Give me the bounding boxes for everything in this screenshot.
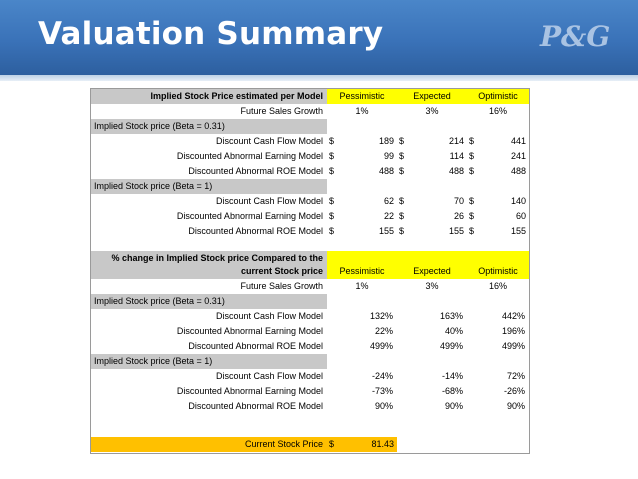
pct-cell: -73% — [371, 386, 393, 396]
value-text: 488 — [448, 166, 464, 176]
section1-col-optimistic: Optimistic — [467, 89, 529, 104]
value-text: current Stock price — [240, 266, 323, 276]
price-cell — [327, 164, 397, 179]
currency-symbol: $ — [399, 166, 405, 176]
price-cell — [397, 209, 467, 224]
table-row — [91, 369, 529, 384]
currency-symbol: $ — [469, 226, 475, 236]
price-cell — [397, 164, 467, 179]
table-row — [91, 149, 529, 164]
model-label: Discount Cash Flow Model — [215, 311, 323, 321]
currency-symbol: $ — [329, 196, 335, 206]
group-title-row — [91, 119, 529, 134]
value-text: 155 — [510, 226, 526, 236]
table-row — [91, 324, 529, 339]
growth-label: Future Sales Growth — [240, 106, 323, 116]
model-label: Discounted Abnormal Earning Model — [176, 326, 323, 336]
price-cell — [467, 134, 529, 149]
price-cell — [467, 164, 529, 179]
currency-symbol: $ — [399, 196, 405, 206]
pct-cell: 196% — [501, 326, 525, 336]
value-text: 26 — [453, 211, 464, 221]
value-text: 155 — [448, 226, 464, 236]
price-cell — [327, 224, 397, 239]
model-label: Discount Cash Flow Model — [215, 371, 323, 381]
currency-symbol: $ — [329, 151, 335, 161]
price-cell — [327, 194, 397, 209]
pct-cell: 442% — [501, 311, 525, 321]
pct-cell: 499% — [501, 341, 525, 351]
price-cell — [327, 134, 397, 149]
group-title-row — [91, 294, 529, 309]
value-text: 60 — [515, 211, 526, 221]
model-label: Discount Cash Flow Model — [215, 136, 323, 146]
growth-expected: 3% — [425, 281, 439, 291]
currency-symbol: $ — [329, 211, 335, 221]
value-text: 22 — [383, 211, 394, 221]
group-title: Implied Stock price (Beta = 1) — [91, 179, 327, 194]
section1-header-row — [91, 89, 529, 104]
price-cell — [397, 149, 467, 164]
currency-symbol: $ — [329, 226, 335, 236]
growth-label: Future Sales Growth — [240, 281, 323, 291]
value-text: 70 — [453, 196, 464, 206]
value-text: 441 — [510, 136, 526, 146]
growth-optimistic: 16% — [488, 106, 507, 116]
value-text: 155 — [378, 226, 394, 236]
table-row — [91, 164, 529, 179]
currency-symbol: $ — [399, 151, 405, 161]
model-label: Discounted Abnormal ROE Model — [188, 166, 323, 176]
pct-cell: -68% — [441, 386, 463, 396]
section2-header-label — [91, 251, 327, 279]
table-row — [91, 384, 529, 399]
currency-symbol: $ — [469, 211, 475, 221]
value-text: 488 — [378, 166, 394, 176]
pct-cell: 499% — [439, 341, 463, 351]
pct-cell: 132% — [369, 311, 393, 321]
table-row — [91, 134, 529, 149]
group-title: Implied Stock price (Beta = 1) — [91, 354, 327, 369]
banner-divider — [0, 75, 638, 81]
slide-title: Valuation Summary — [38, 16, 384, 52]
pct-cell: 72% — [506, 371, 525, 381]
growth-expected: 3% — [425, 106, 439, 116]
section2-growth-row — [91, 279, 529, 294]
pct-cell: 22% — [374, 326, 393, 336]
currency-symbol: $ — [469, 136, 475, 146]
group-title-row — [91, 179, 529, 194]
currency-symbol: $ — [329, 439, 335, 449]
section2-header-row — [91, 251, 529, 279]
model-label: Discounted Abnormal Earning Model — [176, 151, 323, 161]
price-cell — [327, 149, 397, 164]
price-cell — [467, 209, 529, 224]
model-label: Discounted Abnormal Earning Model — [176, 211, 323, 221]
section2-col-expected: Expected — [397, 251, 467, 279]
pct-cell: 40% — [444, 326, 463, 336]
table-row — [91, 399, 529, 414]
model-label: Discounted Abnormal ROE Model — [188, 401, 323, 411]
pct-cell: 499% — [369, 341, 393, 351]
model-label: Discounted Abnormal Earning Model — [176, 386, 323, 396]
table-row — [91, 339, 529, 354]
valuation-table — [90, 88, 530, 454]
value-text: 114 — [449, 151, 464, 161]
current-price-value — [327, 437, 397, 452]
growth-pessimistic: 1% — [355, 281, 369, 291]
section2-col-pessimistic: Pessimistic — [327, 251, 397, 279]
section1-col-pessimistic: Pessimistic — [327, 89, 397, 104]
value-text: % change in Implied Stock price Compared to the — [111, 253, 323, 263]
table-row — [91, 224, 529, 239]
value-text: 488 — [510, 166, 526, 176]
growth-optimistic: 16% — [488, 281, 507, 291]
value-text: 140 — [510, 196, 526, 206]
value-text: 99 — [383, 151, 394, 161]
pct-cell: 90% — [374, 401, 393, 411]
price-cell — [397, 224, 467, 239]
pct-cell: 90% — [506, 401, 525, 411]
value-text: 189 — [378, 136, 394, 146]
currency-symbol: $ — [469, 151, 475, 161]
price-cell — [397, 194, 467, 209]
pct-cell: 163% — [439, 311, 463, 321]
price-cell — [467, 224, 529, 239]
model-label: Discounted Abnormal ROE Model — [188, 341, 323, 351]
table-row — [91, 194, 529, 209]
pct-cell: -26% — [503, 386, 525, 396]
current-price-label: Current Stock Price — [91, 437, 327, 452]
value-text: 214 — [448, 136, 464, 146]
section2-col-optimistic: Optimistic — [467, 251, 529, 279]
price-cell — [327, 209, 397, 224]
currency-symbol: $ — [469, 196, 475, 206]
section1-growth-row — [91, 104, 529, 119]
currency-symbol: $ — [399, 136, 405, 146]
pct-cell: 90% — [444, 401, 463, 411]
pg-logo: P&G — [540, 20, 611, 53]
group-title-row — [91, 354, 529, 369]
currency-symbol: $ — [399, 211, 405, 221]
growth-pessimistic: 1% — [355, 106, 369, 116]
group-title: Implied Stock price (Beta = 0.31) — [91, 119, 327, 134]
currency-symbol: $ — [329, 136, 335, 146]
currency-symbol: $ — [329, 166, 335, 176]
section1-header-label: Implied Stock Price estimated per Model — [91, 89, 327, 104]
value-text: 81.43 — [371, 439, 394, 449]
price-cell — [467, 149, 529, 164]
table-row — [91, 209, 529, 224]
model-label: Discounted Abnormal ROE Model — [188, 226, 323, 236]
price-cell — [467, 194, 529, 209]
pct-cell: -24% — [371, 371, 393, 381]
value-text: 241 — [510, 151, 526, 161]
group-title: Implied Stock price (Beta = 0.31) — [91, 294, 327, 309]
price-cell — [397, 134, 467, 149]
section1-col-expected: Expected — [397, 89, 467, 104]
currency-symbol: $ — [469, 166, 475, 176]
value-text: 62 — [383, 196, 394, 206]
pct-cell: -14% — [441, 371, 463, 381]
currency-symbol: $ — [399, 226, 405, 236]
current-price-row — [91, 437, 529, 452]
model-label: Discount Cash Flow Model — [215, 196, 323, 206]
table-row — [91, 309, 529, 324]
